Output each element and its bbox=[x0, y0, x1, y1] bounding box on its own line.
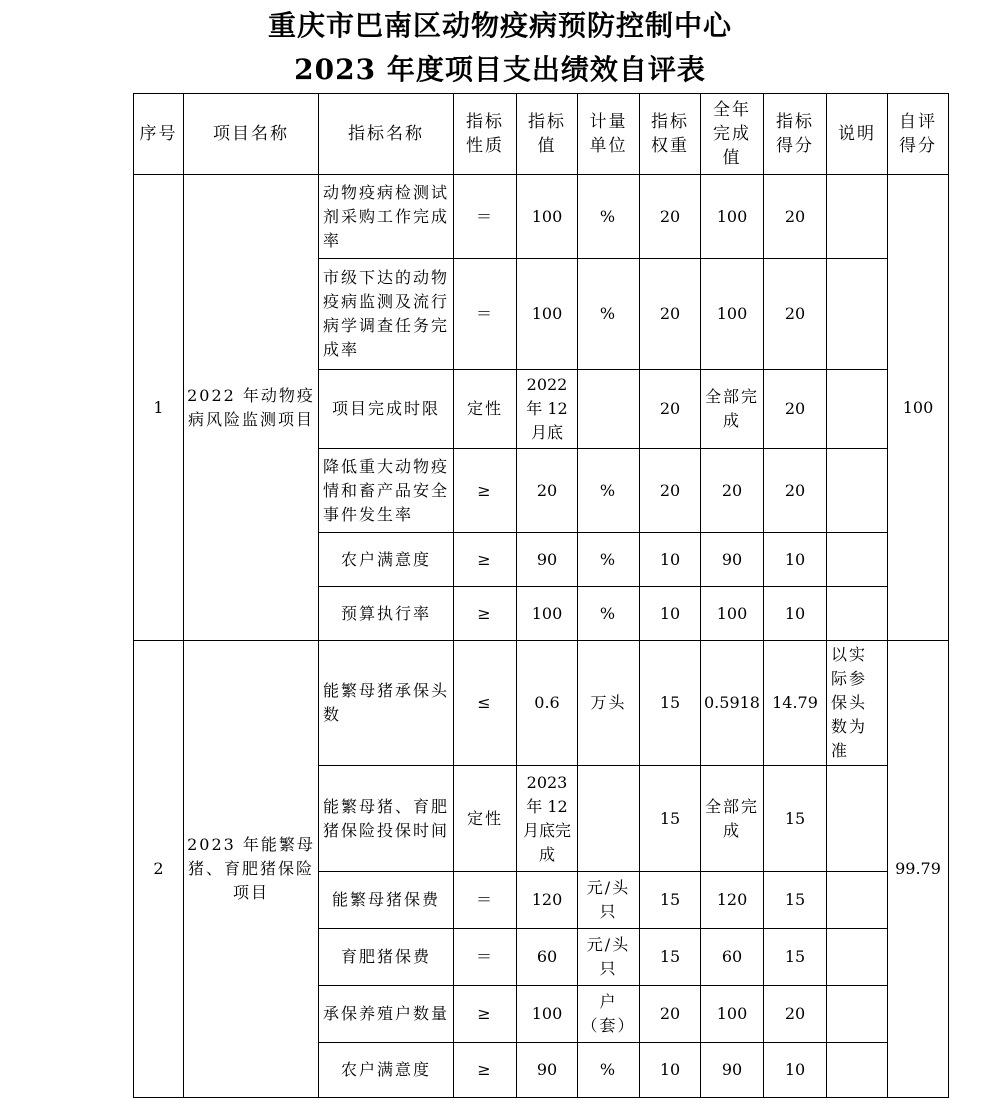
indicator-name: 能繁母猪保费 bbox=[319, 872, 454, 929]
indicator-nature: ≥ bbox=[454, 449, 517, 533]
indicator-note bbox=[827, 986, 888, 1043]
document-title: 重庆市巴南区动物疫病预防控制中心 bbox=[267, 9, 732, 42]
indicator-nature: 定性 bbox=[454, 370, 517, 449]
indicator-nature: ≤ bbox=[454, 641, 517, 766]
indicator-actual: 0.5918 bbox=[701, 641, 764, 766]
indicator-name: 市级下达的动物疫病监测及流行病学调查任务完成率 bbox=[319, 259, 454, 370]
indicator-note bbox=[827, 587, 888, 641]
indicator-unit: % bbox=[578, 533, 640, 587]
indicator-unit: % bbox=[578, 175, 640, 259]
indicator-score: 15 bbox=[764, 929, 827, 986]
project-index: 2 bbox=[134, 641, 184, 1098]
indicator-note bbox=[827, 259, 888, 370]
indicator-nature: ＝ bbox=[454, 872, 517, 929]
indicator-weight: 20 bbox=[640, 449, 701, 533]
project-self-score: 100 bbox=[888, 175, 949, 641]
indicator-score: 10 bbox=[764, 587, 827, 641]
header-actual: 全年完成值 bbox=[701, 94, 764, 175]
indicator-note bbox=[827, 175, 888, 259]
indicator-weight: 10 bbox=[640, 1043, 701, 1098]
indicator-nature: ≥ bbox=[454, 587, 517, 641]
indicator-name: 农户满意度 bbox=[319, 533, 454, 587]
indicator-unit: 元/头只 bbox=[578, 872, 640, 929]
indicator-weight: 15 bbox=[640, 641, 701, 766]
indicator-weight: 10 bbox=[640, 533, 701, 587]
indicator-unit: 万头 bbox=[578, 641, 640, 766]
indicator-target: 20 bbox=[517, 449, 578, 533]
project-name: 2022 年动物疫病风险监测项目 bbox=[184, 175, 319, 641]
table-row bbox=[134, 175, 949, 259]
indicator-target: 100 bbox=[517, 986, 578, 1043]
indicator-nature: ≥ bbox=[454, 1043, 517, 1098]
indicator-nature: ＝ bbox=[454, 929, 517, 986]
indicator-score: 20 bbox=[764, 175, 827, 259]
indicator-note bbox=[827, 929, 888, 986]
indicator-score: 15 bbox=[764, 766, 827, 872]
project-self-score: 99.79 bbox=[888, 641, 949, 1098]
header-project: 项目名称 bbox=[184, 94, 319, 175]
table-row bbox=[134, 641, 949, 766]
header-unit: 计量单位 bbox=[578, 94, 640, 175]
header-row bbox=[134, 94, 949, 175]
header-weight: 指标权重 bbox=[640, 94, 701, 175]
indicator-unit: 户（套） bbox=[578, 986, 640, 1043]
header-indicator: 指标名称 bbox=[319, 94, 454, 175]
indicator-unit: % bbox=[578, 449, 640, 533]
indicator-actual: 60 bbox=[701, 929, 764, 986]
header-score: 指标得分 bbox=[764, 94, 827, 175]
indicator-target: 60 bbox=[517, 929, 578, 986]
indicator-note: 以实际参保头数为准 bbox=[827, 641, 888, 766]
indicator-target: 90 bbox=[517, 533, 578, 587]
indicator-nature: ≥ bbox=[454, 986, 517, 1043]
performance-table bbox=[133, 93, 949, 1098]
indicator-actual: 90 bbox=[701, 533, 764, 587]
indicator-actual: 100 bbox=[701, 175, 764, 259]
indicator-weight: 10 bbox=[640, 587, 701, 641]
indicator-unit bbox=[578, 766, 640, 872]
indicator-name: 农户满意度 bbox=[319, 1043, 454, 1098]
indicator-score: 20 bbox=[764, 449, 827, 533]
indicator-actual: 100 bbox=[701, 259, 764, 370]
indicator-target: 0.6 bbox=[517, 641, 578, 766]
indicator-target: 2022 年 12 月底 bbox=[517, 370, 578, 449]
indicator-weight: 20 bbox=[640, 370, 701, 449]
indicator-name: 项目完成时限 bbox=[319, 370, 454, 449]
indicator-nature: ＝ bbox=[454, 259, 517, 370]
indicator-name: 动物疫病检测试剂采购工作完成率 bbox=[319, 175, 454, 259]
indicator-actual: 20 bbox=[701, 449, 764, 533]
indicator-weight: 15 bbox=[640, 929, 701, 986]
indicator-score: 10 bbox=[764, 533, 827, 587]
header-index: 序号 bbox=[134, 94, 184, 175]
indicator-nature: ≥ bbox=[454, 533, 517, 587]
indicator-actual: 100 bbox=[701, 986, 764, 1043]
indicator-note bbox=[827, 1043, 888, 1098]
indicator-target: 100 bbox=[517, 587, 578, 641]
indicator-score: 20 bbox=[764, 986, 827, 1043]
indicator-target: 100 bbox=[517, 175, 578, 259]
indicator-actual: 100 bbox=[701, 587, 764, 641]
document-subtitle: 2023 年度项目支出绩效自评表 bbox=[294, 53, 706, 86]
indicator-actual: 120 bbox=[701, 872, 764, 929]
indicator-note bbox=[827, 370, 888, 449]
indicator-nature: ＝ bbox=[454, 175, 517, 259]
indicator-note bbox=[827, 766, 888, 872]
indicator-unit: % bbox=[578, 587, 640, 641]
header-note: 说明 bbox=[827, 94, 888, 175]
indicator-name: 降低重大动物疫情和畜产品安全事件发生率 bbox=[319, 449, 454, 533]
indicator-weight: 20 bbox=[640, 986, 701, 1043]
indicator-target: 2023 年 12 月底完成 bbox=[517, 766, 578, 872]
indicator-unit: % bbox=[578, 1043, 640, 1098]
header-nature: 指标性质 bbox=[454, 94, 517, 175]
indicator-name: 能繁母猪、育肥猪保险投保时间 bbox=[319, 766, 454, 872]
indicator-weight: 20 bbox=[640, 175, 701, 259]
header-target: 指标值 bbox=[517, 94, 578, 175]
indicator-target: 120 bbox=[517, 872, 578, 929]
indicator-score: 14.79 bbox=[764, 641, 827, 766]
indicator-score: 10 bbox=[764, 1043, 827, 1098]
indicator-note bbox=[827, 533, 888, 587]
indicator-target: 90 bbox=[517, 1043, 578, 1098]
indicator-unit: 元/头只 bbox=[578, 929, 640, 986]
indicator-unit: % bbox=[578, 259, 640, 370]
indicator-weight: 20 bbox=[640, 259, 701, 370]
indicator-target: 100 bbox=[517, 259, 578, 370]
indicator-name: 能繁母猪承保头数 bbox=[319, 641, 454, 766]
header-self-score: 自评得分 bbox=[888, 94, 949, 175]
indicator-actual: 全部完成 bbox=[701, 766, 764, 872]
indicator-name: 预算执行率 bbox=[319, 587, 454, 641]
indicator-note bbox=[827, 449, 888, 533]
indicator-actual: 90 bbox=[701, 1043, 764, 1098]
indicator-name: 育肥猪保费 bbox=[319, 929, 454, 986]
indicator-actual: 全部完成 bbox=[701, 370, 764, 449]
project-name: 2023 年能繁母猪、育肥猪保险项目 bbox=[184, 641, 319, 1098]
indicator-weight: 15 bbox=[640, 766, 701, 872]
indicator-score: 20 bbox=[764, 259, 827, 370]
indicator-score: 20 bbox=[764, 370, 827, 449]
indicator-note bbox=[827, 872, 888, 929]
indicator-weight: 15 bbox=[640, 872, 701, 929]
indicator-name: 承保养殖户数量 bbox=[319, 986, 454, 1043]
project-index: 1 bbox=[134, 175, 184, 641]
indicator-nature: 定性 bbox=[454, 766, 517, 872]
indicator-unit bbox=[578, 370, 640, 449]
indicator-score: 15 bbox=[764, 872, 827, 929]
